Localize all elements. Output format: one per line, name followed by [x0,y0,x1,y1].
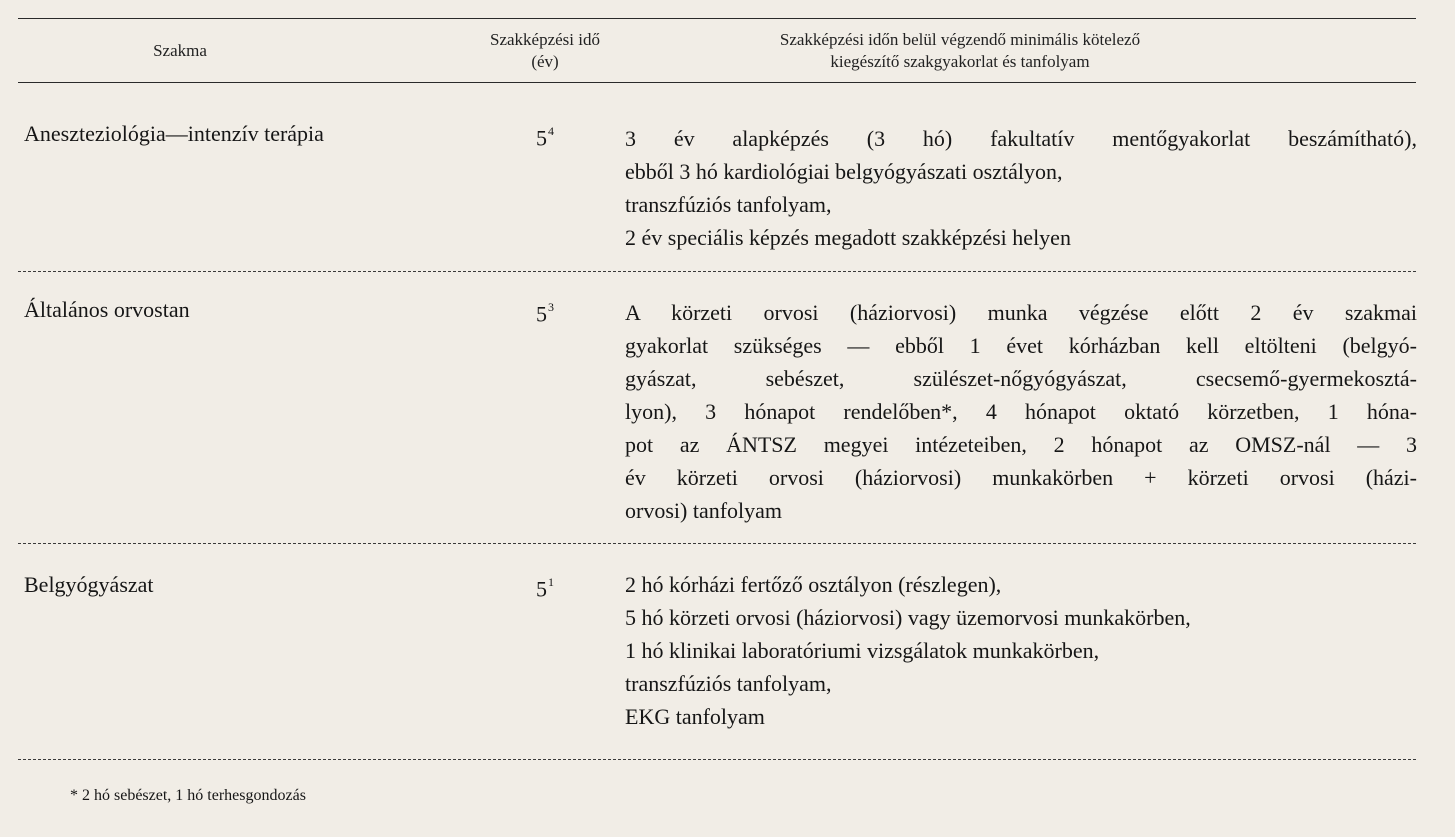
row-requirements [625,122,1417,254]
row-divider [18,759,1416,760]
header-szakma: Szakma [153,41,207,60]
row-szakkepzesi-ido: $5^4$ [536,124,554,151]
requirement-line: 2 hó kórházi fertőző osztályon (részlegen), [625,572,1002,597]
requirement-line: orvosi) tanfolyam [625,498,783,523]
requirement-line: év körzeti orvosi (háziorvosi) munkakörben + körzeti orvosi (házi- [625,465,1417,490]
requirement-line: transzfúziós tanfolyam, [625,671,832,696]
row-szakma: Általános orvostan [24,297,190,322]
requirement-line: 3 év alapképzés (3 hó) fakultatív mentőgyakorlat beszámítható), [625,126,1417,151]
row-szakkepzesi-ido: $5^1$ [536,575,554,602]
requirement-line: EKG tanfolyam [625,704,765,729]
requirement-line: lyon), 3 hónapot rendelőben*, 4 hónapot oktató körzetben, 1 hóna- [625,399,1417,424]
requirement-line: pot az ÁNTSZ megyei intézeteiben, 2 hónapot az OMSZ-nál — 3 [625,432,1417,457]
footnote-ref: 4 [548,124,554,138]
row-requirements [625,568,1417,733]
footnote-ref: 1 [548,575,554,589]
requirement-line: 1 hó klinikai laboratóriumi vizsgálatok munkakörben, [625,638,1100,663]
row-szakkepzesi-ido: $5^3$ [536,300,554,327]
header-kotelezo-gyakorlat: Szakképzési időn belül végzendő minimális kötelező kiegészítő szakgyakorlat és tanfolyam [779,30,1141,71]
row-requirements [625,296,1417,527]
row-divider [18,543,1416,544]
row-szakma: Aneszteziológia—intenzív terápia [24,121,324,146]
footnote-ref: 3 [548,300,554,314]
requirement-line: gyakorlat szükséges — ebből 1 évet kórházban kell eltölteni (belgyó- [625,333,1417,358]
requirement-line: 5 hó körzeti orvosi (háziorvosi) vagy üzemorvosi munkakörben, [625,605,1191,630]
requirement-line: gyászat, sebészet, szülészet-nőgyógyászat, csecsemő-gyermekosztá- [625,366,1417,391]
requirement-line: A körzeti orvosi (háziorvosi) munka végzése előtt 2 év szakmai [625,300,1417,325]
footnote: * 2 hó sebészet, 1 hó terhesgondozás [70,787,306,804]
header-bottom-rule [18,82,1416,83]
row-divider [18,271,1416,272]
requirement-line: ebből 3 hó kardiológiai belgyógyászati osztályon, [625,159,1063,184]
requirement-line: transzfúziós tanfolyam, [625,192,832,217]
header-szakkepzesi-ido: Szakképzési idő (év) [490,30,600,71]
requirement-line: 2 év speciális képzés megadott szakképzési helyen [625,225,1071,250]
table-top-rule [18,18,1416,19]
row-szakma: Belgyógyászat [24,572,154,597]
